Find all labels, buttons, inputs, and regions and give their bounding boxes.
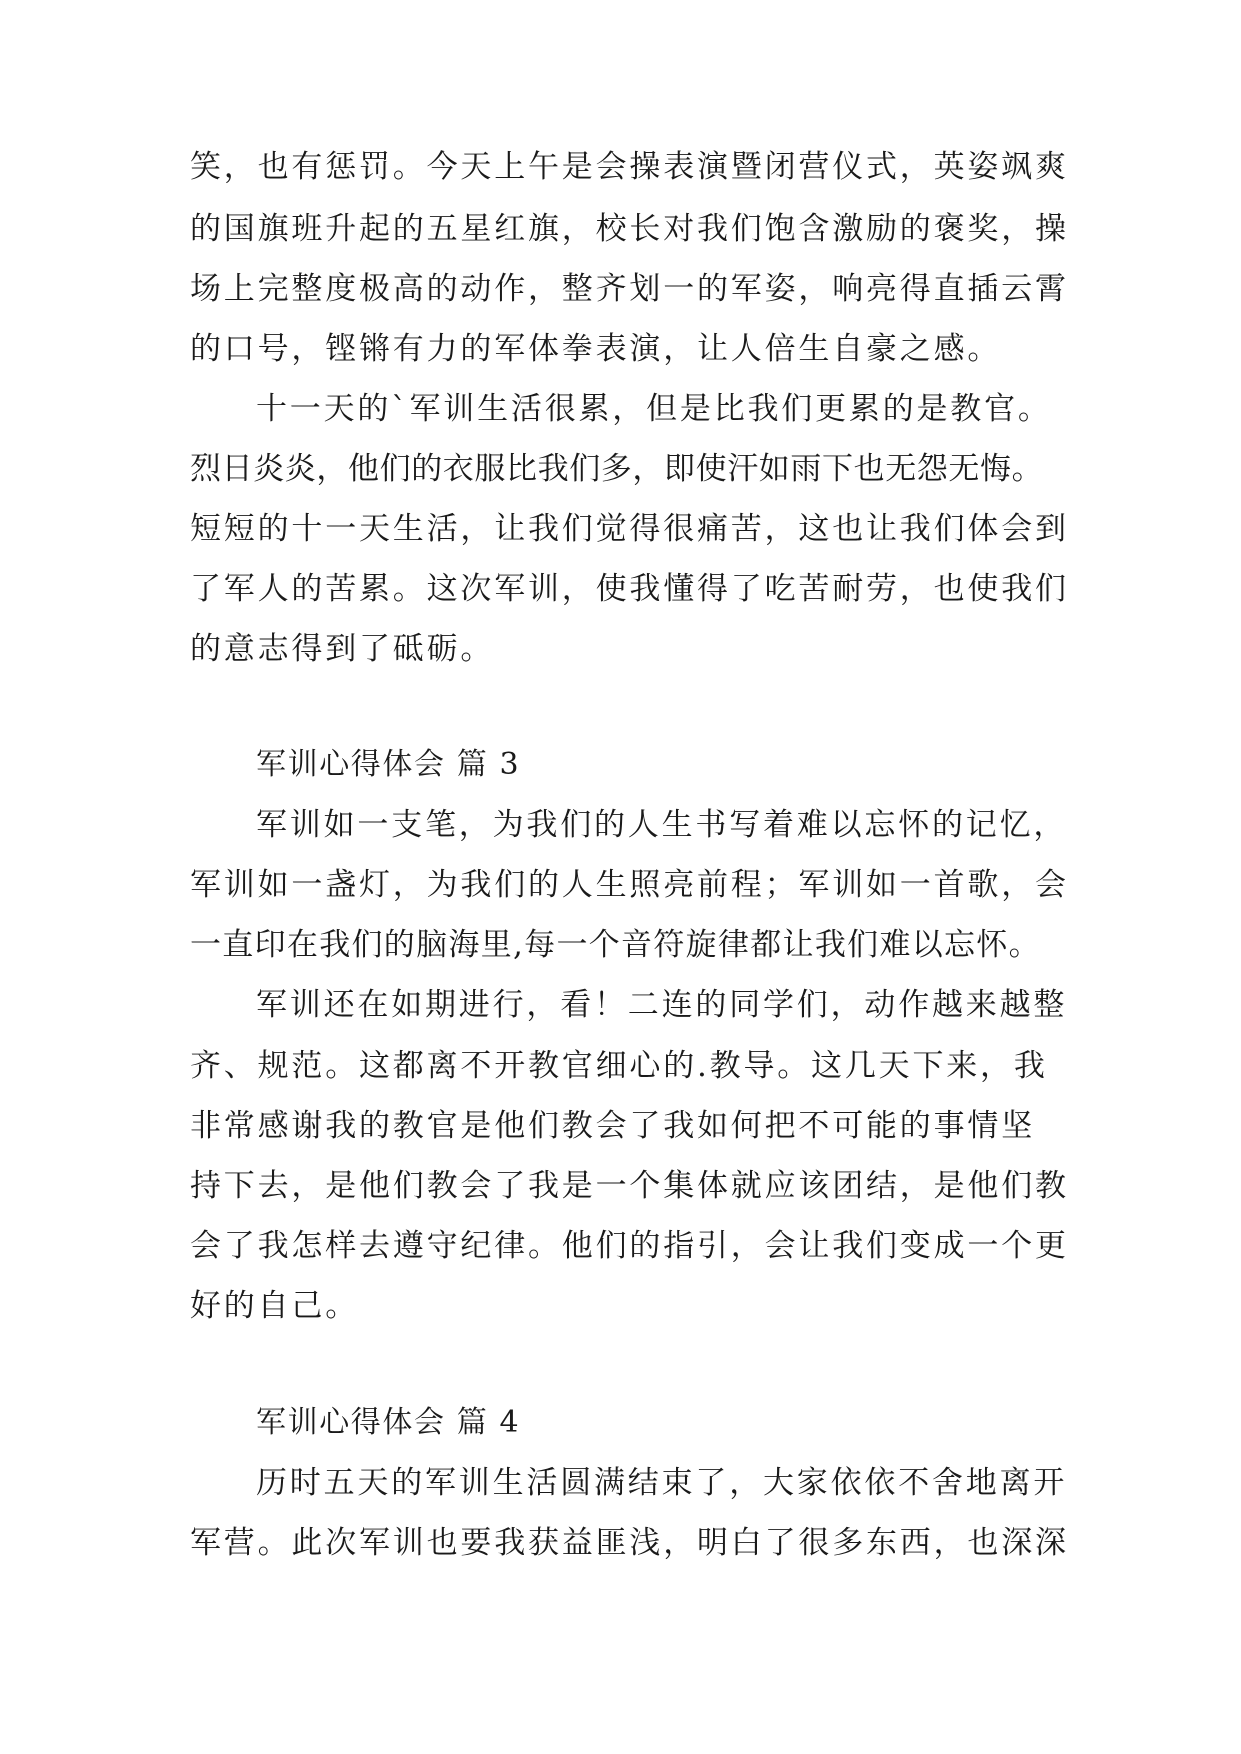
paragraph-line: 军训如一支笔，为我们的人生书写着难以忘怀的记忆， xyxy=(256,807,1068,843)
paragraph-line: 一直印在我们的脑海里,每一个音符旋律都让我们难以忘怀。 xyxy=(190,927,1041,963)
section-heading: 军训心得体会 篇 3 xyxy=(256,747,521,782)
paragraph-line: 持下去，是他们教会了我是一个集体就应该团结，是他们教 xyxy=(190,1168,1069,1204)
paragraph-line: 非常感谢我的教官是他们教会了我如何把不可能的事情坚 xyxy=(190,1108,1035,1144)
paragraph-line: 的意志得到了砥砺。 xyxy=(190,631,495,667)
paragraph-line: 历时五天的军训生活圆满结束了，大家依依不舍地离开 xyxy=(256,1465,1068,1501)
paragraph-line: 了军人的苦累。这次军训，使我懂得了吃苦耐劳，也使我们 xyxy=(190,571,1069,607)
section-heading: 军训心得体会 篇 4 xyxy=(256,1405,521,1440)
paragraph-line: 会了我怎样去遵守纪律。他们的指引，会让我们变成一个更 xyxy=(190,1228,1069,1264)
paragraph-line: 十一天的`军训生活很累，但是比我们更累的是教官。 xyxy=(256,391,1052,427)
paragraph-line: 的国旗班升起的五星红旗，校长对我们饱含激励的褒奖，操 xyxy=(190,211,1069,247)
paragraph-line: 烈日炎炎，他们的衣服比我们多，即使汗如雨下也无怨无悔。 xyxy=(190,451,1044,487)
paragraph-line: 军训如一盏灯，为我们的人生照亮前程；军训如一首歌，会 xyxy=(190,867,1069,903)
paragraph-line: 军训还在如期进行，看！二连的同学们，动作越来越整 xyxy=(256,987,1068,1023)
paragraph-line: 军营。此次军训也要我获益匪浅，明白了很多东西，也深深 xyxy=(190,1525,1069,1561)
paragraph-line: 好的自己。 xyxy=(190,1288,359,1324)
paragraph-line: 短短的十一天生活，让我们觉得很痛苦，这也让我们体会到 xyxy=(190,511,1069,547)
paragraph-line: 齐、规范。这都离不开教官细心的.教导。这几天下来，我 xyxy=(190,1048,1048,1084)
paragraph-line: 场上完整度极高的动作，整齐划一的军姿，响亮得直插云霄 xyxy=(190,271,1069,307)
paragraph-line: 笑，也有惩罚。今天上午是会操表演暨闭营仪式，英姿飒爽 xyxy=(190,149,1069,185)
paragraph-line: 的口号，铿锵有力的军体拳表演，让人倍生自豪之感。 xyxy=(190,331,1002,367)
